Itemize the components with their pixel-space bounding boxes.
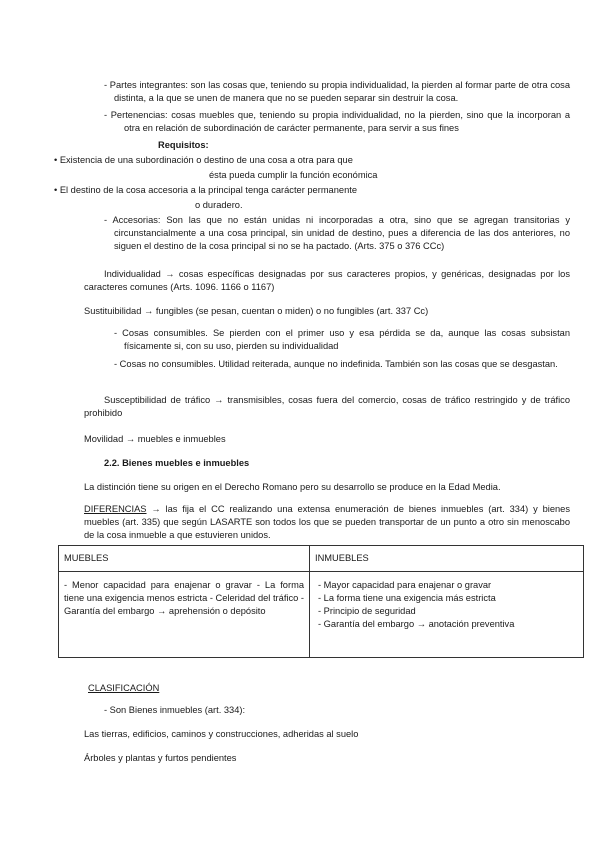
consumibles-text: - Cosas consumibles. Se pierden con el primer uso y esa pérdida se da, aunque las cosas subsistan físicamente si, con su uso, pierden su individualidad	[114, 328, 570, 351]
table-header-row	[59, 546, 584, 572]
diferencias-paragraph	[84, 503, 570, 542]
accesorias-item	[104, 214, 570, 253]
movilidad-paragraph: Movilidad → muebles e inmuebles	[84, 434, 226, 444]
distincion-paragraph: La distinción tiene su origen en el Derecho Romano pero su desarrollo se produce en la Edad Media.	[84, 482, 501, 492]
requisito-1-line-1: • Existencia de una subordinación o destino de una cosa a otra para que	[54, 155, 353, 165]
diferencias-text: → las fija el CC realizando una extensa enumeración de bienes inmuebles (art. 334) y bienes muebles (art. 335) que según LASARTE son todos los que se pueden transportar de un punto a otro sin menoscabo de la cosa inmueble a que estuvieren unidos.	[84, 504, 570, 540]
arboles-line: Árboles y plantas y furtos pendientes	[84, 753, 237, 763]
muebles-text: - Menor capacidad para enajenar o gravar - La forma tiene una exigencia menos estricta - Celeridad del tráfico - Garantía del embargo → aprehensión o depósito	[64, 580, 304, 616]
son-bienes-item: - Son Bienes inmuebles (art. 334):	[104, 705, 246, 715]
no-consumibles-item	[104, 358, 570, 371]
comparison-table	[58, 545, 584, 658]
inmuebles-item: - Mayor capacidad para enajenar o gravar	[318, 580, 492, 590]
inmuebles-item: - La forma tiene una exigencia más estricta	[318, 593, 496, 603]
sustituibilidad-paragraph: Sustituibilidad → fungibles (se pesan, cuentan o miden) o no fungibles (art. 337 Cc)	[84, 306, 429, 316]
diferencias-label: DIFERENCIAS	[84, 504, 147, 514]
accesorias-text: - Accesorias: Son las que no están unidas ni incorporadas a otra, sino que se agregan transitorias y circunstancialmente a una cosa principal, sin unidad de destino, pues a diferencia de las dos anteriores, no siguen el destino de la cosa principal si no se ha pactado. (Arts. 375 o 376 CCc)	[104, 215, 570, 251]
susceptibilidad-paragraph: Susceptibilidad de tráfico → transmisibles, cosas fuera del comercio, cosas de tráfico restringido y de tráfico prohibido	[84, 395, 570, 418]
inmuebles-item: - Garantía del embargo → anotación preventiva	[318, 619, 515, 629]
requisito-2-line-1: • El destino de la cosa accesoria a la principal tenga carácter permanente	[54, 185, 357, 195]
cell-muebles	[59, 572, 310, 658]
partes-integrantes-text: - Partes integrantes: son las cosas que, teniendo su propia individualidad, la pierden al formar parte de otra cosa distinta, a la que se unen de manera que no se pueden separar sin destruir la cosa.	[104, 80, 570, 103]
clasificacion-heading: CLASIFICACIÓN	[88, 683, 160, 693]
individualidad-paragraph: Individualidad → cosas específicas designadas por sus caracteres propios, y genéricas, designadas por los caracteres comunes (Arts. 1096. 1166 o 1167)	[84, 269, 570, 292]
pertenencias-item	[104, 109, 570, 135]
inmuebles-item: - Principio de seguridad	[318, 606, 416, 616]
requisito-2-line-2: o duradero.	[195, 200, 243, 210]
consumibles-item	[104, 327, 570, 353]
section-title: 2.2. Bienes muebles e inmuebles	[104, 458, 250, 468]
table-body-row	[59, 572, 584, 658]
requisito-1-line-2: ésta pueda cumplir la función económica	[209, 170, 378, 180]
requisitos-title: Requisitos:	[158, 140, 209, 150]
cell-inmuebles	[310, 572, 584, 658]
header-inmuebles: INMUEBLES	[310, 546, 584, 572]
header-muebles: MUEBLES	[59, 546, 310, 572]
tierras-line: Las tierras, edificios, caminos y construcciones, adheridas al suelo	[84, 729, 359, 739]
no-consumibles-text: - Cosas no consumibles. Utilidad reiterada, aunque no indefinida. También son las cosas que se desgastan.	[114, 359, 558, 369]
partes-integrantes-item	[104, 79, 570, 105]
pertenencias-text: - Pertenencias: cosas muebles que, teniendo su propia individualidad, no la pierden, sino que la incorporan a otra en relación de subordinación de carácter permanente, para servir a sus fines	[104, 110, 570, 133]
